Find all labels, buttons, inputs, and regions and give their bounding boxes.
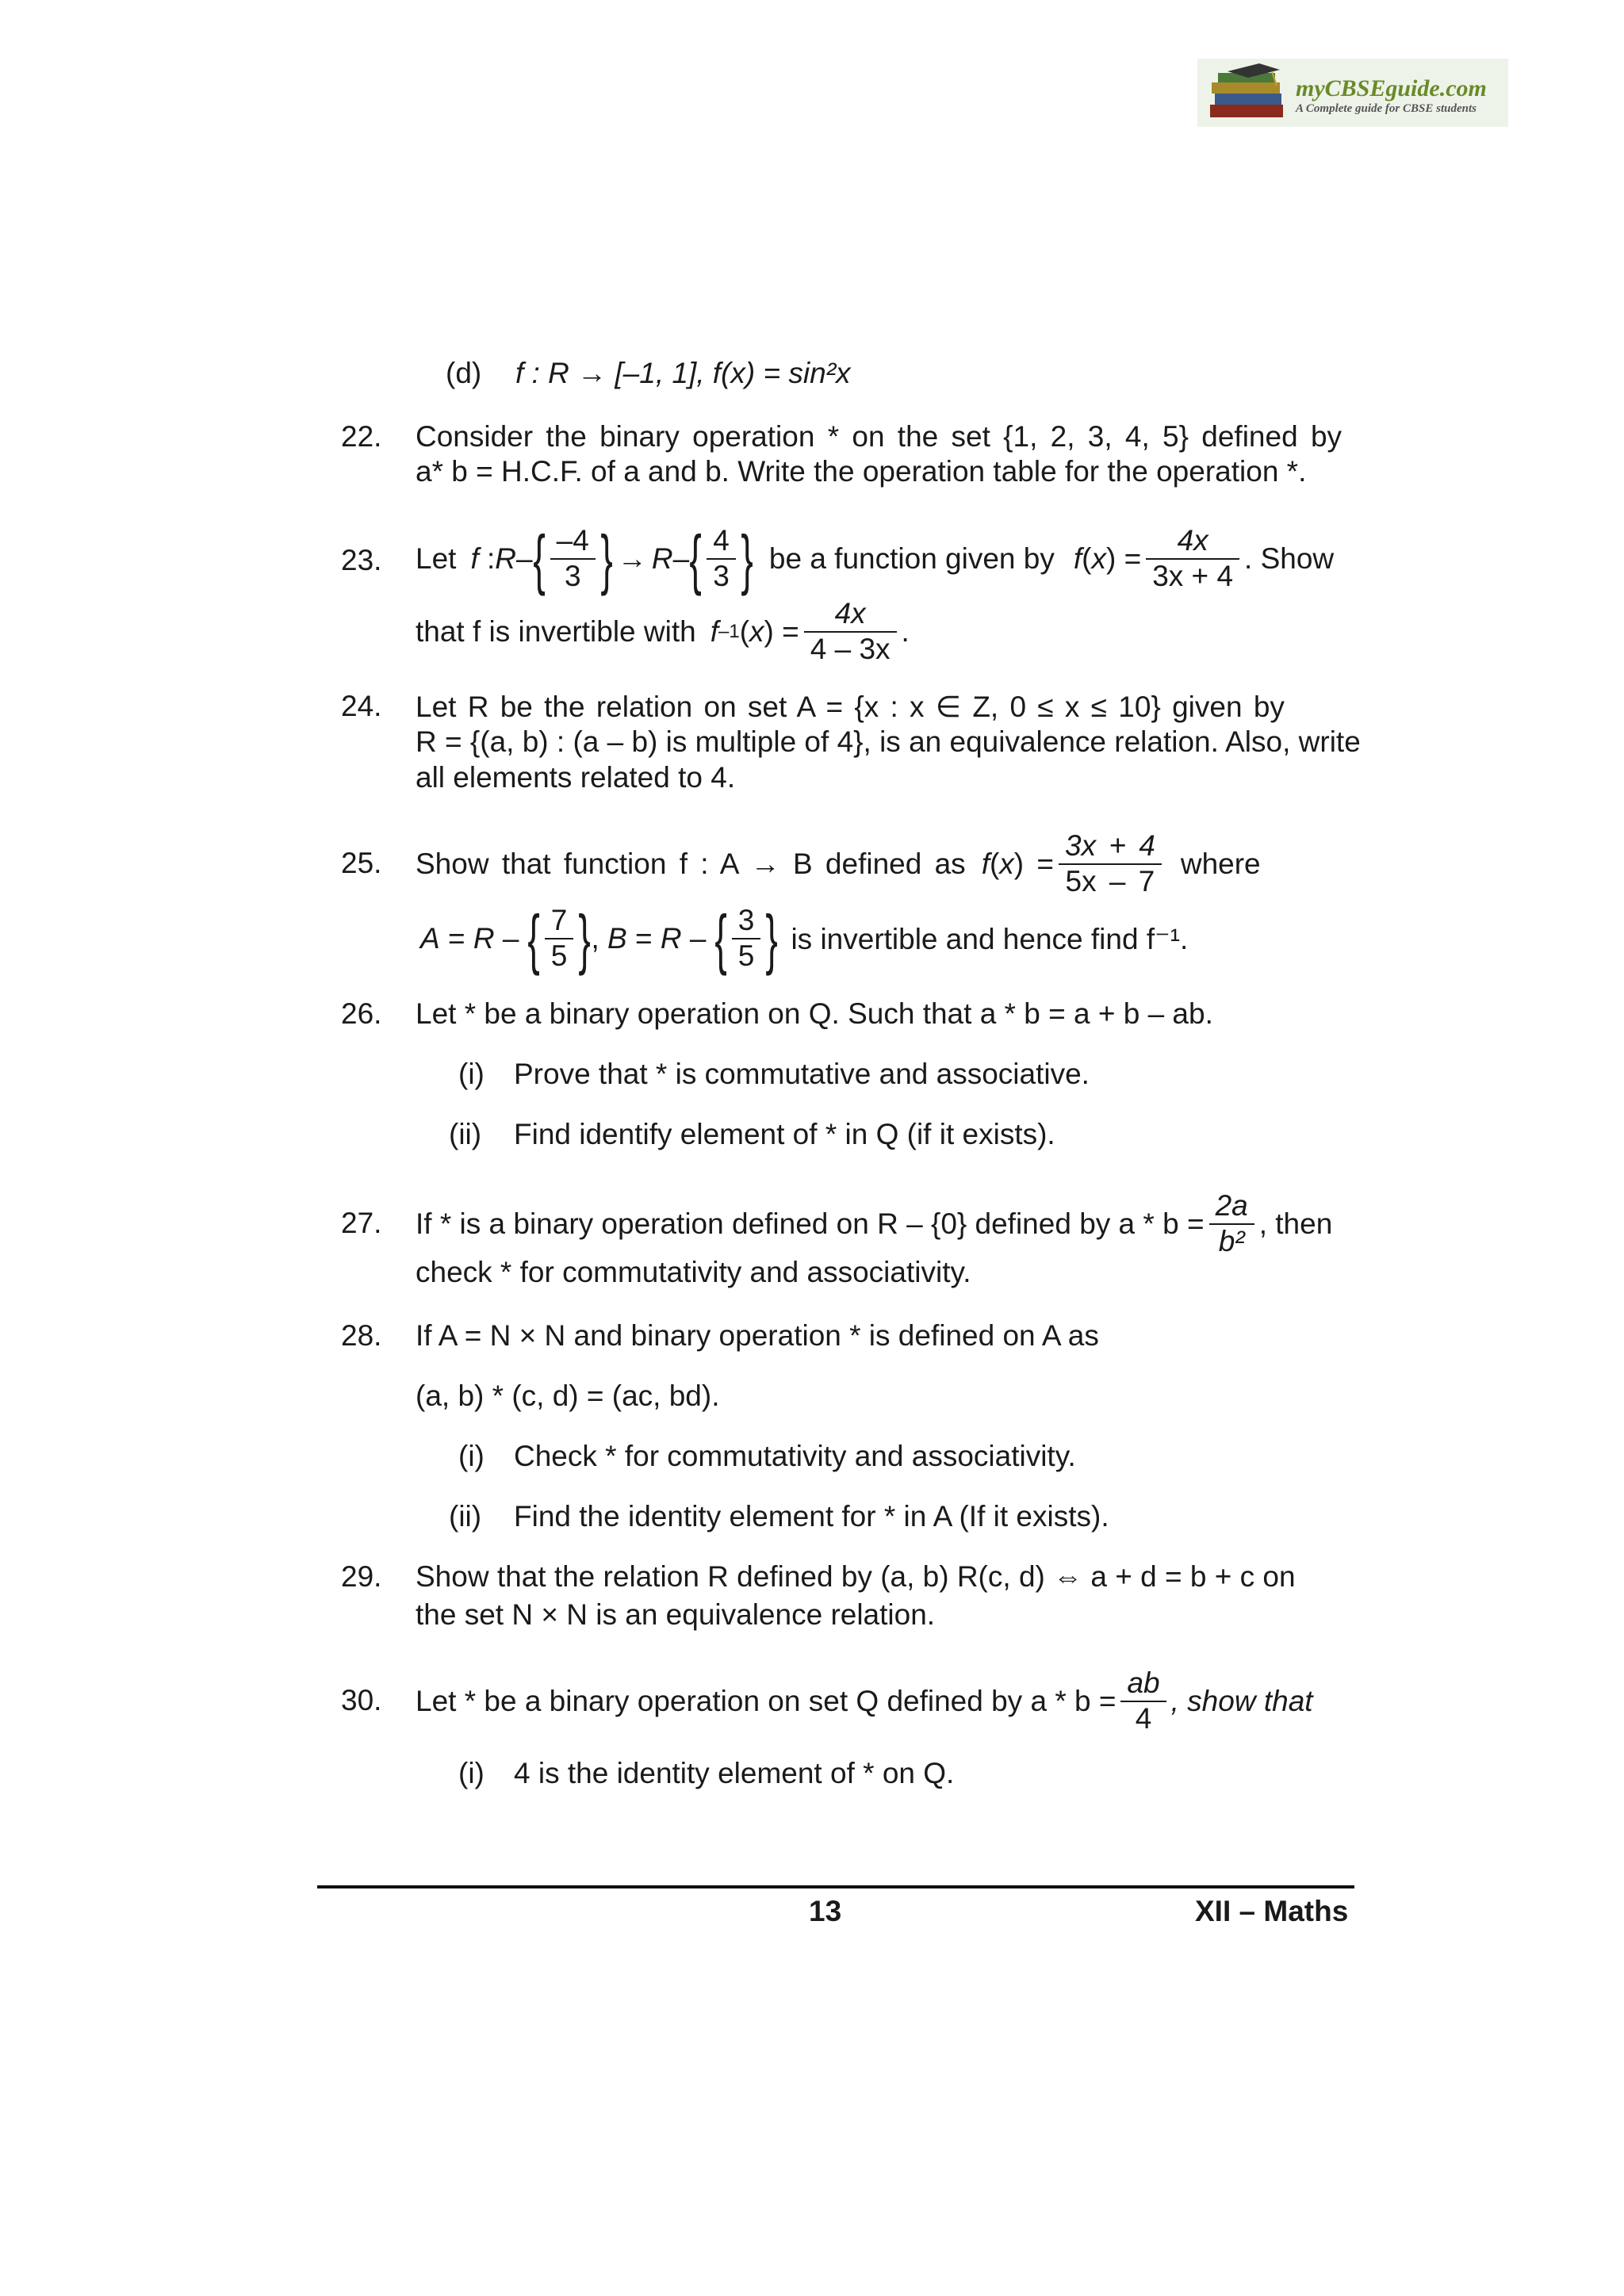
q23-line2: that f is invertible with f –1 ( x ) = $\frac{4x}{4 - 3x}$ .	[416, 597, 910, 665]
q27-line1: If * is a binary operation defined on R – {0} defined by a * b = $\frac{2a}{\text{b²}}$ , then	[416, 1189, 1333, 1257]
site-logo	[1197, 59, 1508, 127]
q29-number: 29.	[341, 1560, 382, 1593]
q23-f-fraction: $\frac{4x}{3x + 4}$	[1146, 524, 1239, 593]
q26-ii-label: (ii)	[449, 1118, 482, 1150]
footer-rule	[317, 1885, 1354, 1888]
q23-number: 23.	[341, 544, 382, 576]
q28-i-text: Check * for commutativity and associativity.	[514, 1440, 1076, 1472]
books-logo-icon	[1204, 62, 1291, 124]
q23-show: . Show	[1244, 542, 1335, 575]
q28-line2: (a, b) * (c, d) = (ac, bd).	[416, 1380, 720, 1412]
q27-fraction: $\frac{2a}{\text{b²}}$	[1209, 1189, 1254, 1258]
q23-let: Let	[416, 542, 457, 575]
q24-line2: R = {(a, b) : (a – b) is multiple of 4}, is an equivalence relation. Also, write	[416, 725, 1361, 758]
page-number: 13	[809, 1895, 842, 1927]
q24-line3: all elements related to 4.	[416, 761, 736, 794]
q26-i-text: Prove that * is commutative and associative.	[514, 1058, 1090, 1090]
option-d-text: f : R → [–1, 1], f(x) = sin²x	[515, 357, 851, 389]
q25-b-fraction: $\frac{3}{5}$	[732, 904, 761, 973]
q25-number: 25.	[341, 847, 382, 879]
q23-mid: be a function given by	[768, 542, 1055, 575]
q30-fraction: $\frac{ab}{4}$	[1120, 1667, 1166, 1735]
q30-i-label: (i)	[458, 1757, 485, 1789]
q25-line2: A = R – { $\frac{7}{5}$ } , B = R – { $\frac{3}{5}$ } is invertible and hence find f⁻¹.	[420, 901, 1189, 976]
q22-line2: a* b = H.C.F. of a and b. Write the operation table for the operation *.	[416, 455, 1307, 488]
q28-ii-text: Find the identity element for * in A (If it exists).	[514, 1500, 1109, 1533]
q26-line1: Let * be a binary operation on Q. Such that a * b = a + b – ab.	[416, 997, 1213, 1030]
q26-i-label: (i)	[458, 1058, 485, 1090]
q25-line1: Show that function f : A → B defined as f ( x ) = $\frac{3x + 4}{5x - 7}$ where	[416, 829, 1261, 897]
q27-line2: check * for commutativity and associativity.	[416, 1256, 971, 1288]
footer-subject: XII – Maths	[1195, 1895, 1349, 1927]
q24-line1: Let R be the relation on set A = {x : x ∈ Z, 0 ≤ x ≤ 10} given by	[416, 691, 1285, 723]
brand-tagline: A Complete guide for CBSE students	[1296, 102, 1477, 115]
q22-number: 22.	[341, 420, 382, 453]
q28-ii-label: (ii)	[449, 1500, 482, 1533]
q28-i-label: (i)	[458, 1440, 485, 1472]
q26-number: 26.	[341, 997, 382, 1030]
option-d-label: (d)	[446, 357, 482, 389]
q28-number: 28.	[341, 1319, 382, 1352]
q23-finv-fraction: $\frac{4x}{4 - 3x}$	[804, 597, 897, 666]
brand-name: myCBSEguide.com	[1296, 75, 1487, 101]
q30-i-text: 4 is the identity element of * on Q.	[514, 1757, 955, 1789]
q29-line2: the set N × N is an equivalence relation.	[416, 1598, 936, 1631]
q28-line1: If A = N × N and binary operation * is defined on A as	[416, 1319, 1099, 1352]
q29-line1: Show that the relation R defined by (a, b) R(c, d) ⇔ a + d = b + c on	[416, 1560, 1296, 1593]
q24-number: 24.	[341, 690, 382, 722]
q27-number: 27.	[341, 1207, 382, 1239]
q22-line1: Consider the binary operation * on the set {1, 2, 3, 4, 5} defined by	[416, 420, 1342, 453]
q26-ii-text: Find identify element of * in Q (if it exists).	[514, 1118, 1055, 1150]
q30-line1: Let * be a binary operation on set Q defined by a * b = $\frac{ab}{4}$ , show that	[416, 1667, 1313, 1735]
q23-fraction-a: $\frac{-4}{3}$	[550, 524, 596, 593]
q25-f-fraction: $\frac{3x + 4}{5x - 7}$	[1059, 829, 1162, 898]
q23-fraction-b: $\frac{4}{3}$	[707, 524, 736, 593]
q25-a-fraction: $\frac{7}{5}$	[545, 904, 574, 973]
q23-line1: Let f : R – { $\frac{-4}{3}$ } → R – { $\frac{4}{3}$ } be a function given by f ( x ) = $\frac{4x}{3x + 4}$ . Show	[416, 522, 1335, 596]
q30-number: 30.	[341, 1684, 382, 1716]
